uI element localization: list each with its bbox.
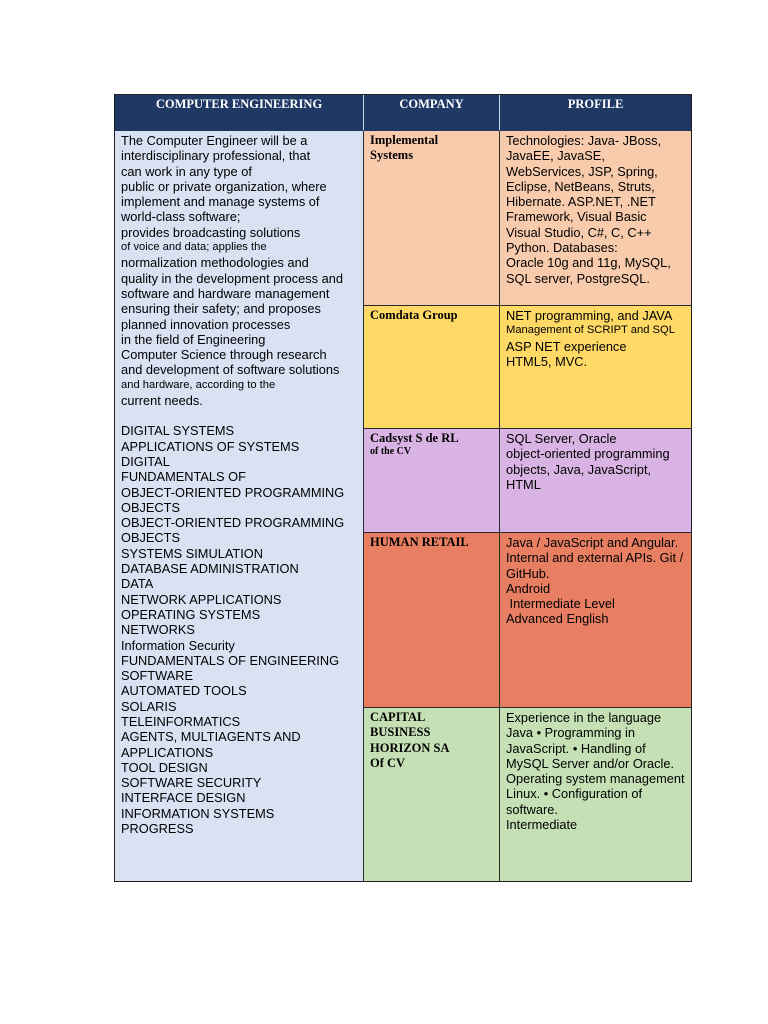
- description-text: [121, 133, 357, 408]
- profile-line: Intermediate Level: [506, 596, 615, 612]
- company-name-line: Implemental: [370, 133, 439, 147]
- course-item: Information Security: [121, 637, 235, 653]
- company-cell: [364, 708, 500, 881]
- course-item: SOFTWARE SECURITY: [121, 775, 262, 791]
- description-line: planned innovation processes: [121, 316, 291, 332]
- course-item: OBJECTS: [121, 530, 181, 546]
- header-company: COMPANY: [364, 95, 500, 131]
- profile-table: [114, 94, 692, 882]
- description-line: and hardware, according to the: [121, 378, 276, 391]
- course-item: AGENTS, MULTIAGENTS AND: [121, 729, 301, 745]
- description-line: in the field of Engineering: [121, 331, 266, 347]
- course-item: NETWORK APPLICATIONS: [121, 591, 282, 607]
- profile-line: JavaScript. • Handling of: [506, 740, 646, 756]
- description-line: interdisciplinary professional, that: [121, 148, 311, 164]
- profile-cell: [500, 306, 691, 429]
- company-cell: [364, 131, 500, 306]
- profile-line: Technologies: Java- JBoss,: [506, 133, 662, 148]
- profile-line: Visual Studio, C#, C, C++: [506, 224, 652, 240]
- description-line: world-class software;: [121, 209, 241, 225]
- profile-line: SQL server, PostgreSQL.: [506, 270, 650, 286]
- company-name-line: CAPITAL: [370, 710, 426, 724]
- course-item: TOOL DESIGN: [121, 759, 208, 775]
- profile-line: objects, Java, JavaScript,: [506, 461, 652, 477]
- company-name-line: Comdata Group: [370, 308, 458, 322]
- course-item: FUNDAMENTALS OF ENGINEERING: [121, 652, 340, 668]
- course-item: SOFTWARE: [121, 668, 194, 684]
- course-item: NETWORKS: [121, 622, 195, 638]
- description-line: of voice and data; applies the: [121, 241, 267, 254]
- course-item: INFORMATION SYSTEMS: [121, 805, 275, 821]
- company-name-line: HORIZON SA: [370, 740, 450, 755]
- profile-line: Hibernate. ASP.NET, .NET: [506, 194, 656, 210]
- company-name-line: Systems: [370, 148, 414, 163]
- description-line: provides broadcasting solutions: [121, 224, 301, 240]
- profile-line: Python. Databases:: [506, 240, 618, 256]
- company-cell: [364, 306, 500, 429]
- profile-line: WebServices, JSP, Spring,: [506, 163, 658, 179]
- profile-line: HTML: [506, 476, 541, 492]
- profile-cell: [500, 533, 691, 708]
- company-cell: [364, 429, 500, 533]
- profile-line: Java / JavaScript and Angular.: [506, 535, 679, 550]
- course-item: SOLARIS: [121, 698, 177, 714]
- course-item: APPLICATIONS: [121, 744, 214, 760]
- profile-line: software.: [506, 801, 558, 817]
- description-line: current needs.: [121, 393, 203, 409]
- course-item: OBJECT-ORIENTED PROGRAMMING: [121, 484, 345, 500]
- course-item: INTERFACE DESIGN: [121, 790, 246, 806]
- profile-line: Java • Programming in: [506, 725, 635, 741]
- description-line: Computer Science through research: [121, 347, 327, 363]
- description-line: The Computer Engineer will be a: [121, 133, 308, 148]
- description-line: normalization methodologies and: [121, 255, 309, 271]
- profile-line: Operating system management: [506, 771, 685, 787]
- course-item: TELEINFORMATICS: [121, 713, 241, 729]
- profile-cell: [500, 708, 691, 881]
- profile-line: Intermediate: [506, 817, 578, 833]
- profile-line: Framework, Visual Basic: [506, 209, 647, 225]
- company-cell: [364, 533, 500, 708]
- engineering-description-cell: [115, 131, 364, 881]
- company-name-line: of the CV: [370, 446, 412, 458]
- course-item: DATA: [121, 576, 154, 592]
- profile-line: Experience in the language: [506, 710, 662, 725]
- profile-line: Linux. • Configuration of: [506, 786, 643, 802]
- profile-line: Oracle 10g and 11g, MySQL,: [506, 255, 671, 271]
- profile-line: Advanced English: [506, 611, 609, 627]
- course-item: DATABASE ADMINISTRATION: [121, 561, 299, 577]
- course-item: SYSTEMS SIMULATION: [121, 545, 263, 561]
- course-item: APPLICATIONS OF SYSTEMS: [121, 438, 300, 454]
- course-item: OBJECT-ORIENTED PROGRAMMING: [121, 515, 345, 531]
- course-item: DIGITAL: [121, 453, 170, 469]
- company-name-line: Cadsyst S de RL: [370, 431, 459, 445]
- course-list: [121, 423, 357, 836]
- profile-line: JavaEE, JavaSE,: [506, 148, 605, 164]
- company-name-line: Of CV: [370, 755, 406, 770]
- description-line: public or private organization, where: [121, 178, 327, 194]
- profile-line: SQL Server, Oracle: [506, 431, 617, 446]
- profile-line: Eclipse, NetBeans, Struts,: [506, 178, 655, 194]
- profile-line: Management of SCRIPT and SQL: [506, 324, 675, 337]
- description-line: software and hardware management: [121, 285, 330, 301]
- header-profile: PROFILE: [500, 95, 691, 131]
- header-computer-engineering: COMPUTER ENGINEERING: [115, 95, 364, 131]
- description-line: implement and manage systems of: [121, 194, 320, 210]
- course-item: PROGRESS: [121, 821, 194, 837]
- profile-line: HTML5, MVC.: [506, 353, 588, 369]
- profile-line: Internal and external APIs. Git /: [506, 550, 684, 566]
- profile-cell: [500, 429, 691, 533]
- profile-line: ASP NET experience: [506, 338, 627, 354]
- profile-cell: [500, 131, 691, 306]
- course-item: DIGITAL SYSTEMS: [121, 423, 235, 439]
- description-line: quality in the development process and: [121, 270, 343, 286]
- company-name-line: BUSINESS: [370, 725, 431, 740]
- description-line: and development of software solutions: [121, 362, 340, 378]
- profile-line: Android: [506, 580, 551, 596]
- course-item: AUTOMATED TOOLS: [121, 683, 247, 699]
- company-name-line: HUMAN RETAIL: [370, 535, 469, 549]
- profile-line: object-oriented programming: [506, 446, 670, 462]
- course-item: OPERATING SYSTEMS: [121, 606, 261, 622]
- profile-line: MySQL Server and/or Oracle.: [506, 755, 675, 771]
- profile-line: GitHub.: [506, 565, 550, 581]
- course-item: OBJECTS: [121, 499, 181, 515]
- description-line: ensuring their safety; and proposes: [121, 301, 321, 317]
- course-item: FUNDAMENTALS OF: [121, 469, 246, 485]
- description-line: can work in any type of: [121, 163, 252, 179]
- profile-line: NET programming, and JAVA: [506, 308, 673, 323]
